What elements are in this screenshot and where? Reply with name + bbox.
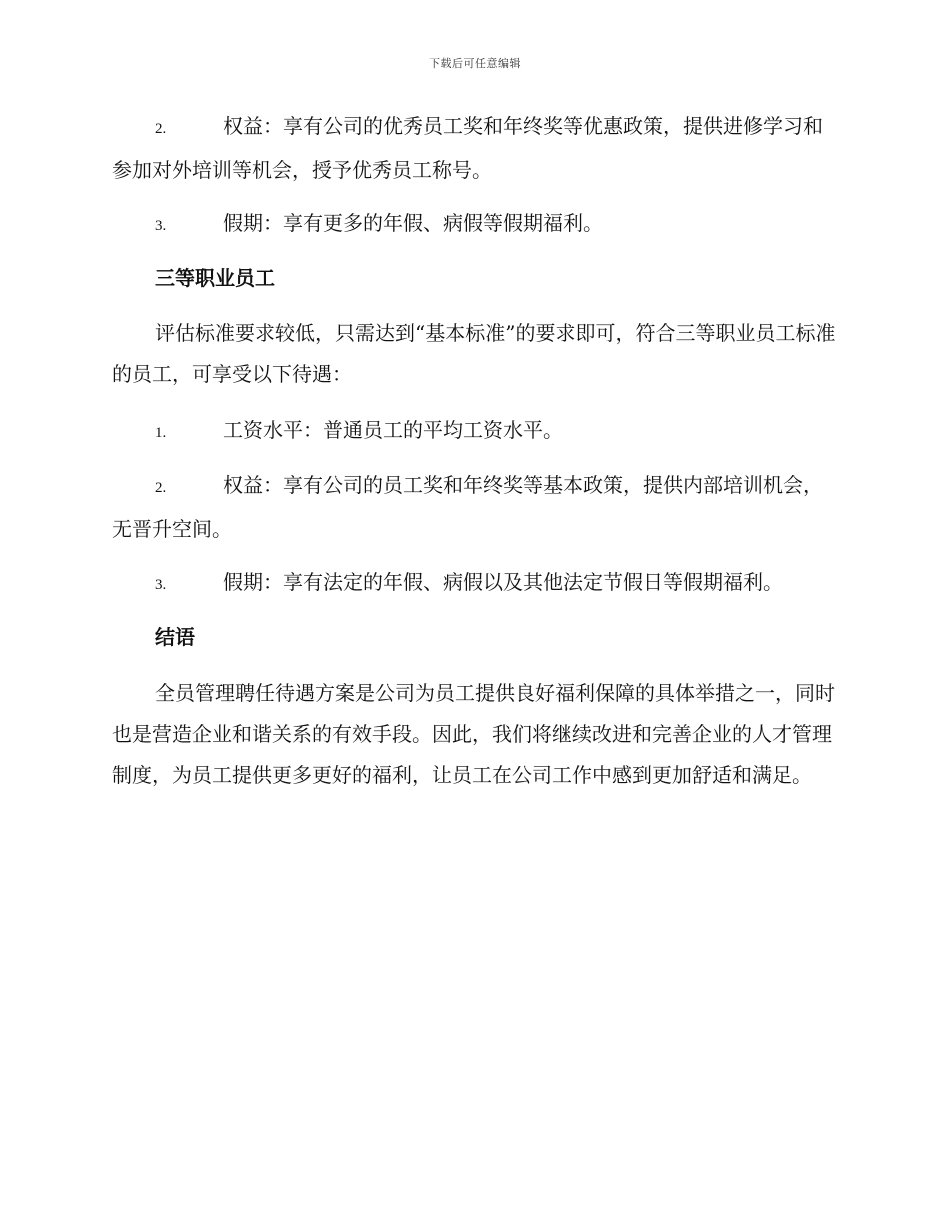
list-text: 权益：享有公司的员工奖和年终奖等基本政策，提供内部培训机会，无晋升空间。 (112, 473, 823, 541)
list-item-prev-3 (112, 203, 836, 247)
list-item-third-3 (112, 562, 836, 606)
page-header: 下载后可任意编辑 (429, 57, 521, 70)
list-item-third-2 (112, 465, 836, 550)
list-text: 工资水平：普通员工的平均工资水平。 (223, 418, 563, 442)
list-item-prev-2 (112, 106, 836, 191)
list-number: 1. (155, 425, 167, 441)
list-number: 3. (155, 577, 167, 593)
list-number: 3. (155, 218, 167, 234)
conclusion-paragraph: 全员管理聘任待遇方案是公司为员工提供良好福利保障的具体举措之一，同时也是营造企业和谐关系的有效手段。因此，我们将继续改进和完善企业的人才管理制度，为员工提供更多更好的福利，让员工在公司工作中感到更加舒适和满足。 (112, 681, 835, 787)
section-heading-third-tier: 三等职业员工 (155, 266, 275, 290)
section-heading-conclusion: 结语 (155, 625, 195, 649)
list-number: 2. (155, 480, 167, 496)
list-text: 假期：享有法定的年假、病假以及其他法定节假日等假期福利。 (223, 570, 783, 594)
list-text: 假期：享有更多的年假、病假等假期福利。 (223, 211, 603, 235)
list-text: 权益：享有公司的优秀员工奖和年终奖等优惠政策，提供进修学习和参加对外培训等机会，授予优秀员工称号。 (112, 114, 823, 182)
list-number: 2. (155, 121, 167, 137)
section-intro-paragraph: 评估标准要求较低，只需达到“基本标准”的要求即可，符合三等职业员工标准的员工，可享受以下待遇： (112, 321, 836, 386)
list-item-third-1 (112, 410, 836, 454)
